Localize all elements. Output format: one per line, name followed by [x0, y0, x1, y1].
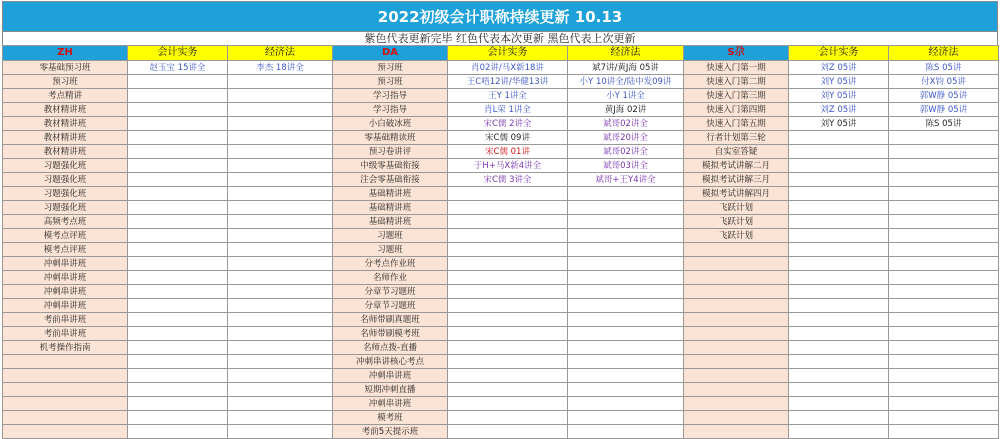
lecture-cell: 斌哥20讲全 [568, 131, 684, 145]
lecture-cell [889, 327, 999, 341]
course-name-cell: 快速入门第四期 [684, 103, 789, 117]
lecture-cell [228, 159, 333, 173]
lecture-cell [789, 397, 889, 411]
course-name-cell: 学习指导 [333, 103, 448, 117]
lecture-cell: 刘Z 05讲 [789, 103, 889, 117]
table-row [3, 159, 999, 173]
course-name-cell: 习题强化班 [3, 173, 128, 187]
lecture-cell [128, 271, 228, 285]
lecture-cell [228, 131, 333, 145]
lecture-cell [568, 425, 684, 439]
course-name-cell: 预习班 [3, 75, 128, 89]
table-row [3, 145, 999, 159]
course-name-cell: 冲刺串讲班 [3, 299, 128, 313]
lecture-cell [789, 159, 889, 173]
lecture-cell: 宋C儒 2讲全 [448, 117, 568, 131]
course-name-cell: 习题强化班 [3, 201, 128, 215]
lecture-cell [128, 425, 228, 439]
lecture-cell [128, 173, 228, 187]
lecture-cell: 黄J海 02讲 [568, 103, 684, 117]
course-name-cell: 飞跃计划 [684, 201, 789, 215]
lecture-cell [889, 243, 999, 257]
lecture-cell [889, 173, 999, 187]
course-name-cell [684, 341, 789, 355]
course-name-cell: 零基础精读班 [333, 131, 448, 145]
table-row [3, 117, 999, 131]
lecture-cell [228, 299, 333, 313]
lecture-cell [789, 355, 889, 369]
table-row [3, 327, 999, 341]
lecture-cell: 刘Y 05讲 [789, 89, 889, 103]
lecture-cell [228, 383, 333, 397]
course-name-cell [684, 299, 789, 313]
table-row [3, 411, 999, 425]
lecture-cell [789, 369, 889, 383]
course-name-cell: 模拟考试讲解二月 [684, 159, 789, 173]
lecture-cell [789, 145, 889, 159]
lecture-cell [889, 201, 999, 215]
lecture-cell [128, 103, 228, 117]
lecture-cell: 刘Y 05讲 [789, 75, 889, 89]
section-header: ZH [3, 46, 128, 61]
course-table [2, 45, 999, 439]
lecture-cell [789, 411, 889, 425]
lecture-cell: 赵玉宝 15讲全 [128, 61, 228, 75]
lecture-cell [228, 425, 333, 439]
table-row [3, 187, 999, 201]
course-name-cell [684, 355, 789, 369]
table-row [3, 215, 999, 229]
lecture-cell [568, 327, 684, 341]
course-name-cell [684, 313, 789, 327]
lecture-cell [789, 229, 889, 243]
lecture-cell: 陈S 05讲 [889, 117, 999, 131]
course-name-cell [3, 355, 128, 369]
lecture-cell [889, 355, 999, 369]
table-row [3, 271, 999, 285]
lecture-cell [448, 257, 568, 271]
lecture-cell: 小Y 10讲全/陆中发09讲 [568, 75, 684, 89]
lecture-cell: 付X钧 05讲 [889, 75, 999, 89]
table-body [3, 46, 999, 439]
lecture-cell [228, 271, 333, 285]
lecture-cell [448, 201, 568, 215]
course-name-cell: 飞跃计划 [684, 229, 789, 243]
lecture-cell [448, 285, 568, 299]
lecture-cell: 王C唔12讲/华健13讲 [448, 75, 568, 89]
lecture-cell: 宋C儒 01讲 [448, 145, 568, 159]
subject-header: 经济法 [889, 46, 999, 61]
lecture-cell [789, 131, 889, 145]
course-name-cell: 模考班 [333, 411, 448, 425]
course-name-cell [3, 383, 128, 397]
table-row [3, 257, 999, 271]
lecture-cell [228, 313, 333, 327]
course-name-cell [684, 425, 789, 439]
course-name-cell: 短期冲刺直播 [333, 383, 448, 397]
table-row [3, 243, 999, 257]
course-name-cell: 名师带刷真题班 [333, 313, 448, 327]
table-row [3, 313, 999, 327]
lecture-cell: 刘Y 05讲 [789, 117, 889, 131]
lecture-cell: 陈S 05讲 [889, 61, 999, 75]
lecture-cell [128, 89, 228, 103]
lecture-cell [789, 215, 889, 229]
course-name-cell: 注会零基础衔接 [333, 173, 448, 187]
lecture-cell [568, 411, 684, 425]
course-name-cell: 快速入门第五期 [684, 117, 789, 131]
course-name-cell: 小白破冰班 [333, 117, 448, 131]
course-name-cell [684, 369, 789, 383]
lecture-cell [448, 369, 568, 383]
lecture-cell [789, 257, 889, 271]
lecture-cell [228, 257, 333, 271]
lecture-cell [889, 299, 999, 313]
lecture-cell [448, 215, 568, 229]
lecture-cell [568, 341, 684, 355]
lecture-cell [889, 369, 999, 383]
course-name-cell: 模考点评班 [3, 229, 128, 243]
table-row [3, 341, 999, 355]
lecture-cell [128, 285, 228, 299]
course-name-cell [684, 397, 789, 411]
table-row [3, 229, 999, 243]
course-name-cell: 冲刺串讲班 [333, 369, 448, 383]
table-row [3, 383, 999, 397]
lecture-cell [889, 411, 999, 425]
lecture-cell [128, 75, 228, 89]
lecture-cell [889, 159, 999, 173]
lecture-cell [128, 117, 228, 131]
course-name-cell: 考前5天提示班 [333, 425, 448, 439]
course-name-cell: 分考点作业班 [333, 257, 448, 271]
lecture-cell [128, 299, 228, 313]
lecture-cell [128, 327, 228, 341]
course-name-cell: 冲刺串讲班 [333, 397, 448, 411]
table-row [3, 285, 999, 299]
lecture-cell [228, 103, 333, 117]
course-name-cell: 基础精讲班 [333, 187, 448, 201]
lecture-cell [889, 187, 999, 201]
lecture-cell [789, 187, 889, 201]
course-name-cell [684, 327, 789, 341]
lecture-cell: 郭W静 05讲 [889, 89, 999, 103]
subject-header: 经济法 [228, 46, 333, 61]
lecture-cell [448, 397, 568, 411]
lecture-cell [228, 173, 333, 187]
lecture-cell: 郭W静 05讲 [889, 103, 999, 117]
section-header: DA [333, 46, 448, 61]
table-row [3, 355, 999, 369]
lecture-cell [128, 187, 228, 201]
course-name-cell: 行者计划第三轮 [684, 131, 789, 145]
lecture-cell [889, 397, 999, 411]
lecture-cell: 于H+马X新4讲全 [448, 159, 568, 173]
lecture-cell [568, 201, 684, 215]
lecture-cell [228, 341, 333, 355]
course-name-cell: 教材精讲班 [3, 131, 128, 145]
lecture-cell [128, 145, 228, 159]
table-row [3, 131, 999, 145]
lecture-cell [228, 411, 333, 425]
course-name-cell: 基础精讲班 [333, 201, 448, 215]
course-name-cell: 考前串讲班 [3, 313, 128, 327]
lecture-cell [128, 341, 228, 355]
lecture-cell [789, 425, 889, 439]
course-name-cell: 分章节习题班 [333, 285, 448, 299]
course-name-cell: 飞跃计划 [684, 215, 789, 229]
lecture-cell [448, 243, 568, 257]
table-row [3, 397, 999, 411]
lecture-cell [128, 257, 228, 271]
lecture-cell [889, 383, 999, 397]
subject-header: 会计实务 [128, 46, 228, 61]
lecture-cell [228, 327, 333, 341]
lecture-cell [789, 285, 889, 299]
course-name-cell [684, 271, 789, 285]
lecture-cell [228, 369, 333, 383]
lecture-cell [568, 313, 684, 327]
lecture-cell: 斌7讲/黄J海 05讲 [568, 61, 684, 75]
course-name-cell: 模考点评班 [3, 243, 128, 257]
table-row [3, 61, 999, 75]
lecture-cell [128, 243, 228, 257]
lecture-cell [889, 313, 999, 327]
lecture-cell: 小Y 1讲全 [568, 89, 684, 103]
lecture-cell [448, 229, 568, 243]
subject-header: 经济法 [568, 46, 684, 61]
section-header: S尕 [684, 46, 789, 61]
lecture-cell [889, 131, 999, 145]
course-name-cell [684, 257, 789, 271]
lecture-cell: 斌哥+王Y4讲全 [568, 173, 684, 187]
lecture-cell [228, 201, 333, 215]
lecture-cell: 李杰 18讲全 [228, 61, 333, 75]
lecture-cell [228, 243, 333, 257]
lecture-cell [448, 411, 568, 425]
lecture-cell [889, 341, 999, 355]
lecture-cell [448, 313, 568, 327]
sheet-title: 2022初级会计职称持续更新 10.13 [2, 1, 998, 32]
lecture-cell [568, 271, 684, 285]
table-row [3, 425, 999, 439]
course-name-cell: 学习指导 [333, 89, 448, 103]
lecture-cell [448, 187, 568, 201]
lecture-cell: 斌哥02讲全 [568, 145, 684, 159]
table-row [3, 89, 999, 103]
course-name-cell [3, 411, 128, 425]
course-name-cell: 冲刺串讲班 [3, 285, 128, 299]
lecture-cell [128, 355, 228, 369]
course-name-cell [684, 285, 789, 299]
table-row [3, 103, 999, 117]
lecture-cell [889, 271, 999, 285]
lecture-cell [568, 369, 684, 383]
course-name-cell [3, 397, 128, 411]
lecture-cell [789, 173, 889, 187]
lecture-cell [128, 383, 228, 397]
lecture-cell: 斌哥02讲全 [568, 117, 684, 131]
lecture-cell [228, 215, 333, 229]
course-name-cell: 基础精讲班 [333, 215, 448, 229]
lecture-cell [568, 243, 684, 257]
course-name-cell: 名师作业 [333, 271, 448, 285]
course-name-cell [684, 383, 789, 397]
lecture-cell: 肖02讲/马X新18讲 [448, 61, 568, 75]
lecture-cell [568, 383, 684, 397]
lecture-cell [128, 201, 228, 215]
lecture-cell [789, 383, 889, 397]
course-name-cell: 教材精讲班 [3, 145, 128, 159]
lecture-cell [789, 313, 889, 327]
lecture-cell [889, 285, 999, 299]
lecture-cell [228, 89, 333, 103]
lecture-cell [789, 271, 889, 285]
course-name-cell: 高频考点班 [3, 215, 128, 229]
lecture-cell [448, 425, 568, 439]
course-name-cell: 冲刺串讲班 [3, 271, 128, 285]
course-name-cell: 分章节习题班 [333, 299, 448, 313]
lecture-cell [448, 327, 568, 341]
lecture-cell: 宋C儒 09讲 [448, 131, 568, 145]
course-name-cell [684, 243, 789, 257]
color-legend: 紫色代表更新完毕 红色代表本次更新 黑色代表上次更新 [2, 32, 998, 46]
lecture-cell [889, 425, 999, 439]
table-row [3, 75, 999, 89]
course-name-cell: 中级零基础衔接 [333, 159, 448, 173]
lecture-cell [228, 145, 333, 159]
lecture-cell [789, 243, 889, 257]
lecture-cell [228, 187, 333, 201]
lecture-cell [128, 131, 228, 145]
lecture-cell [128, 229, 228, 243]
lecture-cell [228, 229, 333, 243]
course-name-cell: 零基础预习班 [3, 61, 128, 75]
lecture-cell [228, 75, 333, 89]
table-row [3, 201, 999, 215]
lecture-cell: 王Y 1讲全 [448, 89, 568, 103]
lecture-cell [128, 159, 228, 173]
course-name-cell: 冲刺串讲核心考点 [333, 355, 448, 369]
course-name-cell: 快速入门第一期 [684, 61, 789, 75]
lecture-cell [568, 187, 684, 201]
lecture-cell [889, 229, 999, 243]
lecture-cell [128, 397, 228, 411]
lecture-cell: 宋C儒 3讲全 [448, 173, 568, 187]
course-name-cell: 快速入门第三期 [684, 89, 789, 103]
lecture-cell [568, 355, 684, 369]
lecture-cell [789, 327, 889, 341]
course-name-cell: 预习班 [333, 75, 448, 89]
course-name-cell: 快速入门第二期 [684, 75, 789, 89]
lecture-cell: 肖L荣 1讲全 [448, 103, 568, 117]
course-name-cell: 名师点拨-直播 [333, 341, 448, 355]
course-name-cell [3, 425, 128, 439]
lecture-cell: 斌哥03讲全 [568, 159, 684, 173]
course-name-cell: 机考操作指南 [3, 341, 128, 355]
course-name-cell [684, 411, 789, 425]
lecture-cell [448, 271, 568, 285]
lecture-cell [448, 341, 568, 355]
course-name-cell: 教材精讲班 [3, 117, 128, 131]
course-name-cell: 习题班 [333, 229, 448, 243]
subject-header: 会计实务 [789, 46, 889, 61]
table-row [3, 299, 999, 313]
course-name-cell: 习题强化班 [3, 159, 128, 173]
course-name-cell [3, 369, 128, 383]
lecture-cell [128, 411, 228, 425]
lecture-cell [789, 201, 889, 215]
course-name-cell: 教材精讲班 [3, 103, 128, 117]
lecture-cell [568, 285, 684, 299]
course-name-cell: 习题强化班 [3, 187, 128, 201]
lecture-cell [228, 117, 333, 131]
table-row [3, 369, 999, 383]
lecture-cell [789, 341, 889, 355]
lecture-cell [448, 383, 568, 397]
lecture-cell [889, 257, 999, 271]
lecture-cell [568, 229, 684, 243]
lecture-cell [889, 215, 999, 229]
lecture-cell: 刘Z 05讲 [789, 61, 889, 75]
lecture-cell [228, 285, 333, 299]
header-row [3, 46, 999, 61]
lecture-cell [448, 355, 568, 369]
course-name-cell: 名师带刷模考班 [333, 327, 448, 341]
course-name-cell: 考前串讲班 [3, 327, 128, 341]
course-name-cell: 预习卷讲评 [333, 145, 448, 159]
lecture-cell [228, 397, 333, 411]
lecture-cell [568, 257, 684, 271]
lecture-cell [128, 215, 228, 229]
lecture-cell [228, 355, 333, 369]
lecture-cell [128, 369, 228, 383]
course-name-cell: 冲刺串讲班 [3, 257, 128, 271]
table-row [3, 173, 999, 187]
course-name-cell: 模拟考试讲解四月 [684, 187, 789, 201]
lecture-cell [889, 145, 999, 159]
lecture-cell [568, 215, 684, 229]
subject-header: 会计实务 [448, 46, 568, 61]
course-name-cell: 考点精讲 [3, 89, 128, 103]
lecture-cell [448, 299, 568, 313]
lecture-cell [789, 299, 889, 313]
lecture-cell [128, 313, 228, 327]
course-name-cell: 预习班 [333, 61, 448, 75]
course-name-cell: 模拟考试讲解三月 [684, 173, 789, 187]
course-name-cell: 习题班 [333, 243, 448, 257]
lecture-cell [568, 299, 684, 313]
course-name-cell: 自实室答疑 [684, 145, 789, 159]
lecture-cell [568, 397, 684, 411]
